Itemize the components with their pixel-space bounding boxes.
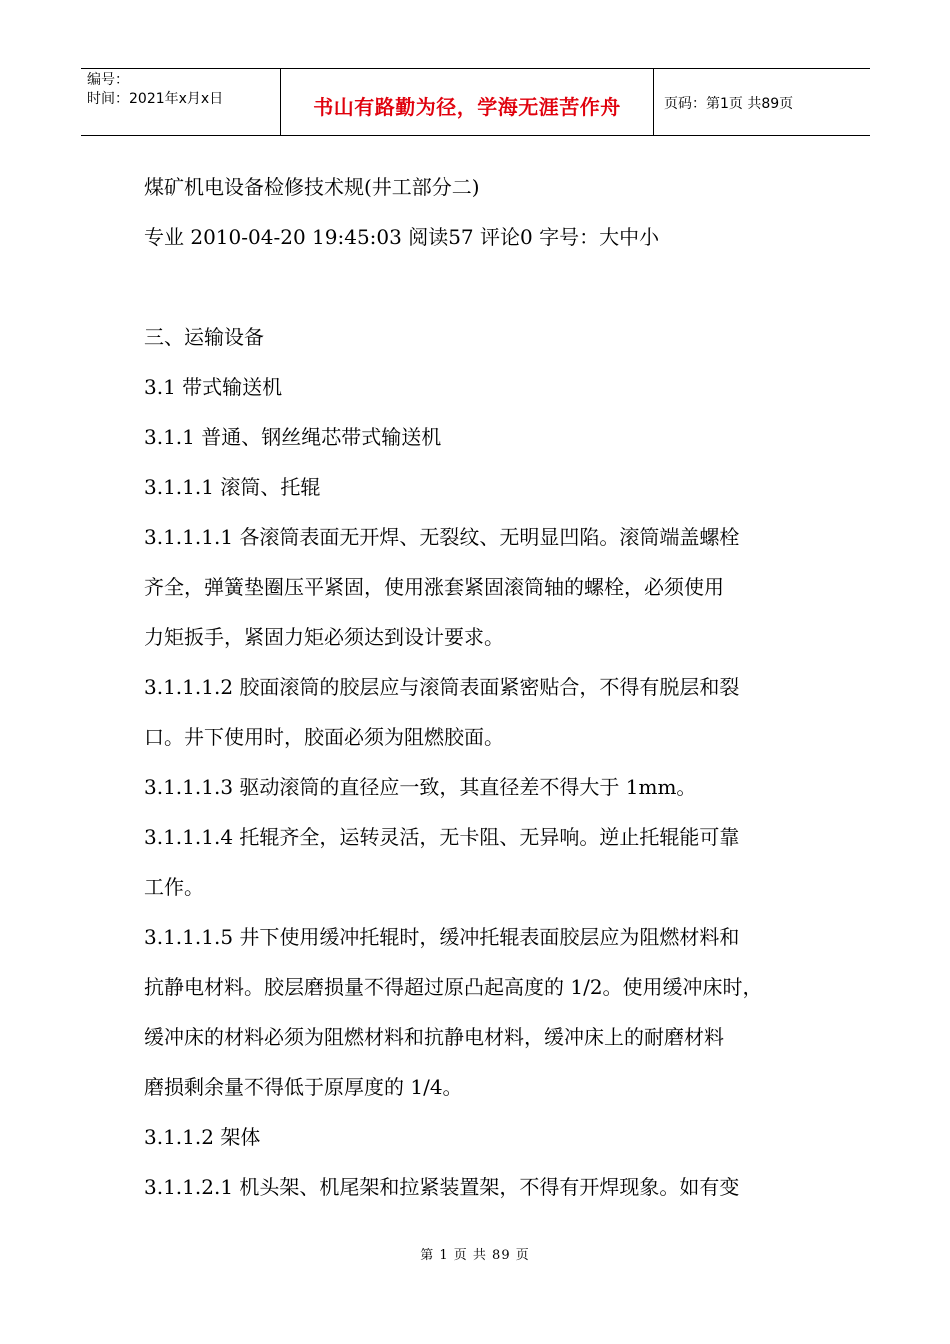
body-line: 3.1.1.1.4 托辊齐全，运转灵活，无卡阻、无异响。逆止托辊能可靠 (144, 825, 740, 849)
section-heading: 三、运输设备 (144, 325, 264, 349)
page-footer: 第 1 页 共 89 页 (420, 1248, 530, 1263)
section-heading: 3.1.1.1 滚筒、托辊 (144, 475, 321, 499)
body-line: 3.1.1.1.2 胶面滚筒的胶层应与滚筒表面紧密贴合，不得有脱层和裂 (144, 675, 740, 699)
body-line: 3.1.1.1.3 驱动滚筒的直径应一致，其直径差不得大于 1mm。 (144, 775, 697, 799)
section-heading: 3.1.1 普通、钢丝绳芯带式输送机 (144, 425, 442, 449)
body-line: 3.1.1.1.1 各滚筒表面无开焊、无裂纹、无明显凹陷。滚筒端盖螺栓 (144, 525, 740, 549)
body-line: 抗静电材料。胶层磨损量不得超过原凸起高度的 1/2。使用缓冲床时， (144, 975, 763, 999)
body-line: 工作。 (144, 875, 204, 899)
page-header (81, 68, 870, 136)
body-line: 齐全，弹簧垫圈压平紧固，使用涨套紧固滚筒轴的螺栓，必须使用 (144, 575, 724, 599)
header-motto: 书山有路勤为径，学海无涯苦作舟 (281, 69, 654, 135)
body-line: 缓冲床的材料必须为阻燃材料和抗静电材料，缓冲床上的耐磨材料 (144, 1025, 724, 1049)
number-label: 编号： (87, 72, 129, 88)
body-line: 磨损剩余量不得低于原厚度的 1/4。 (144, 1075, 463, 1099)
body-line: 力矩扳手，紧固力矩必须达到设计要求。 (144, 625, 504, 649)
body-line: 3.1.1.1.5 井下使用缓冲托辊时，缓冲托辊表面胶层应为阻燃材料和 (144, 925, 740, 949)
document-meta: 专业 2010-04-20 19:45:03 阅读57 评论0 字号：大中小 (144, 225, 660, 249)
document-body (144, 162, 814, 1212)
section-heading: 3.1 带式输送机 (144, 375, 283, 399)
header-meta (81, 69, 281, 135)
time-label: 时间：2021年x月x日 (87, 91, 224, 107)
body-line: 口。井下使用时，胶面必须为阻燃胶面。 (144, 725, 504, 749)
document-title: 煤矿机电设备检修技术规(井工部分二) (144, 175, 480, 199)
header-page-info: 页码：第1页 共89页 (664, 96, 794, 112)
section-heading: 3.1.1.2 架体 (144, 1125, 261, 1149)
body-line: 3.1.1.2.1 机头架、机尾架和拉紧装置架，不得有开焊现象。如有变 (144, 1175, 740, 1199)
spacer (144, 262, 814, 312)
